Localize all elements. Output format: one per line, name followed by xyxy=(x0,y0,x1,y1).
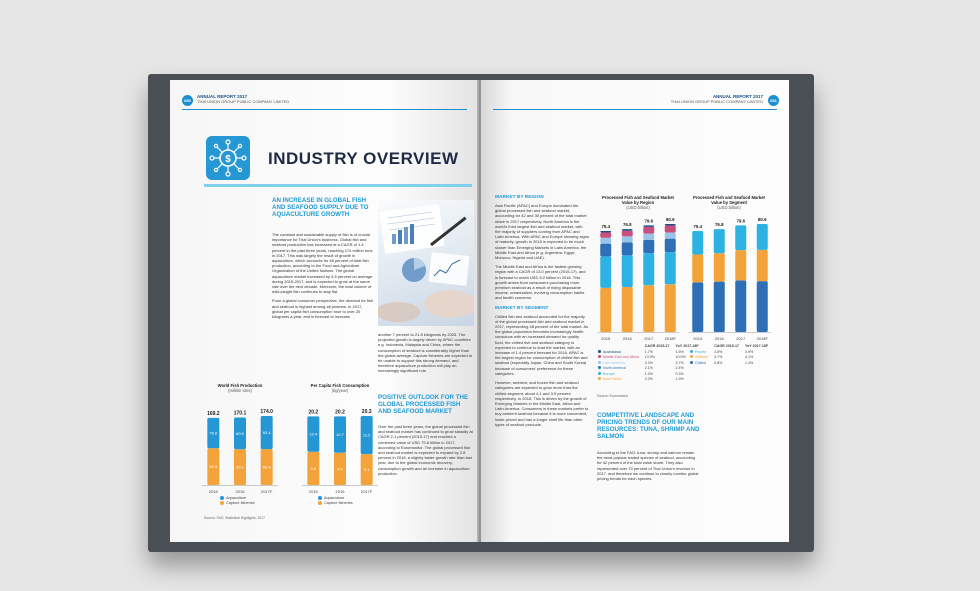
market-by-segment-chart xyxy=(687,214,773,342)
table-cell: 1.5% xyxy=(675,349,684,354)
bar-total-label: 75.4 xyxy=(601,223,611,229)
bar-segment xyxy=(643,234,654,240)
header-title: ANNUAL REPORT 2017 xyxy=(197,94,248,99)
world-fish-production-chart xyxy=(200,400,280,495)
table-cell: 1.9% xyxy=(675,377,684,381)
x-tick-label: 2015 xyxy=(601,336,611,341)
x-tick-label: 2016 xyxy=(335,489,345,494)
row-label-text: North America xyxy=(603,366,626,370)
market-by-region-chart xyxy=(595,214,681,342)
bar-value-label: 9.5 xyxy=(337,466,343,472)
legend-dot-icon xyxy=(690,361,693,364)
column-header: CAGR 2015-17 xyxy=(644,344,670,348)
bar-segment xyxy=(714,282,725,332)
header-title: ANNUAL REPORT 2017 xyxy=(712,94,763,99)
per-capita-consumption-chart xyxy=(300,400,380,495)
legend-dot-icon xyxy=(598,377,601,380)
bar-total-label: 20.3 xyxy=(361,409,372,415)
legend-dot-icon xyxy=(598,355,601,358)
bar-value-label: 9.1 xyxy=(363,467,370,473)
row-label-text: Chilled xyxy=(695,360,706,365)
legend-dot-icon xyxy=(690,350,693,353)
bar-total-label: 79.6 xyxy=(644,218,654,224)
x-tick-label: 2018F xyxy=(756,336,768,341)
table-cell: 3.7% xyxy=(714,355,723,359)
bar-segment xyxy=(714,253,725,281)
left-page xyxy=(170,80,479,542)
page-number-badge: 080 xyxy=(182,95,193,106)
table-cell: 1.4% xyxy=(744,360,754,365)
x-tick-label: 2017F xyxy=(360,489,373,494)
paragraph: The Middle East and Africa is the fastest growing region with a CAGR of 13.0 percent (2015-17), and is forecast to reach USD 5.2 billion in 2018. This growth arises from consumers purchasing more premium seafood as a result of rising disposable income, urbanization, evolving consumption habits and health concerns. xyxy=(495,264,586,301)
table-cell: 2.1% xyxy=(644,366,653,370)
title-rule xyxy=(204,184,472,187)
bar-segment xyxy=(665,239,676,253)
header-divider xyxy=(182,109,467,110)
paragraph: Chilled fish and seafood accounted for the majority of the global processed fish and seafood market in 2017, representing 48 percent of the total market. As the global population becomes increasingly health conscious with an increased demand for quality food, the chilled fish and seafood category is expected to continue to lead the market, with an increase of 1.4 percent forecast for 2018. APAC is the largest region for consumption of chilled fish and seafood (especially Japan, China and South Korea) because of consumers' preference for these categories. xyxy=(495,313,589,376)
chart-title-world-fish: World Fish Production (million tons) xyxy=(217,383,263,393)
bar-segment xyxy=(692,282,703,332)
x-tick-label: 2017F xyxy=(260,489,273,494)
bar-segment xyxy=(735,280,746,332)
table-cell: 2.2% xyxy=(644,377,653,381)
row-label-text: Latin America xyxy=(603,360,625,365)
bar-value-label: 90.1 xyxy=(236,464,244,470)
bar-total-label: 76.8 xyxy=(622,222,632,228)
bar-total-label: 20.2 xyxy=(335,409,345,416)
chart-title-by-region: Processed Fish and Seafood Market Value by Region (USD billion) xyxy=(602,195,674,210)
x-tick-label: 2017 xyxy=(644,336,654,341)
table-cell: 4.1% xyxy=(744,355,754,359)
table-cell: 1.0% xyxy=(644,371,653,376)
bar-segment xyxy=(757,281,768,332)
row-label xyxy=(687,361,711,367)
bar-segment xyxy=(643,240,654,253)
bar-segment xyxy=(735,225,746,250)
bar-value-label: 11.2 xyxy=(362,432,371,438)
source-note: Source: FAO, Statistical Highlights, 2017 xyxy=(204,516,266,520)
bar-segment xyxy=(622,242,633,255)
chart-title-by-segment: Processed Fish and Seafood Market Value by Segment (USD billion) xyxy=(693,195,765,210)
page-header xyxy=(197,94,289,104)
x-tick-label: 2017 xyxy=(736,336,746,341)
legend-dot-icon xyxy=(598,372,601,375)
chart-title-per-capita: Per Capita Fish Consumption (kg/year) xyxy=(310,383,370,393)
bar-total-label: 80.6 xyxy=(665,217,675,222)
row-label-text: Middle East and Africa xyxy=(603,355,639,359)
bar-segment xyxy=(643,285,654,332)
paragraph: The constant and sustainable supply of fish is of crucial importance for Thai Union's business. Global fish and seafood production has increased at a CAGR of 1.4 percent in the past three years, reaching 174 million tons in 2017. This was largely the result of growth in aquaculture, which accounts for 48 percent of total fish production, according to the Food and Agriculture Organization of the United Nations. The global aquaculture market increased by 4.5 percent on average during 2015-2017, and is expected to grow at the same rate over the next decade. Moreover, the total volume of wild-caught fish continues to stay flat. xyxy=(272,232,373,295)
bar-value-label: 80.0 xyxy=(236,430,244,436)
bar-total-label: 80.6 xyxy=(757,217,767,222)
bar-segment xyxy=(665,252,676,284)
table-row xyxy=(687,361,771,367)
table-cell: 2.4% xyxy=(675,366,684,370)
bar-segment xyxy=(643,225,654,226)
competitive-text: According to the FAO, tuna, shrimp and salmon remain the most popular traded species of seafood, accounting for 42 percent of the total value share. They also represented over 70 percent of Thai Union's revenue in 2017, and therefore we continue to closely monitor global pricing trends for each species. xyxy=(597,450,699,482)
row-label-text: Frozen xyxy=(695,349,707,354)
bar-value-label: 90.6 xyxy=(262,464,271,470)
row-label-text: Ambient xyxy=(695,355,709,359)
bar-total-label: 75.4 xyxy=(693,223,703,229)
column-2-text: another 7 percent to 21.8 kilograms by 2025. The projected growth is largely driven by APAC countries e.g. Indonesia, Malaysia and China, where the consumption of seafood is considerably higher than the global average. Capture fisheries are expected to be unable to support this strong demand, and therefore aquaculture production will play an increasingly significant role. xyxy=(378,332,473,374)
column-header: YoY 2017-18F xyxy=(675,344,699,348)
bar-segment xyxy=(600,238,611,244)
x-tick-label: 2016 xyxy=(622,336,632,341)
heading-positive-outlook: POSITIVE OUTLOOK FOR THE GLOBAL PROCESSED FISH AND SEAFOOD MARKET xyxy=(378,394,469,415)
bar-segment xyxy=(643,253,654,285)
bar-segment xyxy=(665,284,676,332)
bar-segment xyxy=(622,255,633,287)
industry-icon xyxy=(206,136,250,180)
bar-segment xyxy=(600,231,611,232)
bar-segment xyxy=(665,225,676,232)
right-page xyxy=(481,80,789,542)
x-tick-label: 2015 xyxy=(308,489,318,494)
bar-total-label: 20.2 xyxy=(308,409,319,416)
bar-segment xyxy=(692,231,703,255)
region-growth-table xyxy=(595,344,702,383)
bar-segment xyxy=(622,231,633,237)
legend-dot-icon xyxy=(220,501,224,505)
legend-dot-icon xyxy=(690,355,693,358)
legend-world-fish xyxy=(220,496,255,506)
header-company: THAI UNION GROUP PUBLIC COMPANY LIMITED xyxy=(670,99,763,104)
bar-segment xyxy=(622,236,633,242)
header-company: THAI UNION GROUP PUBLIC COMPANY LIMITED xyxy=(197,99,290,104)
bar-segment xyxy=(665,232,676,238)
column-1-text xyxy=(495,194,589,431)
row-label-text: Europe xyxy=(603,371,615,376)
legend-dot-icon xyxy=(598,366,601,369)
row-label-text: Asia Pacific xyxy=(603,377,622,381)
bar-total-label: 170.1 xyxy=(233,410,247,417)
bar-segment xyxy=(692,255,703,283)
bar-value-label: 10.7 xyxy=(336,432,344,438)
column-2-text-continued: Over the past three years, the global processed fish and seafood market has continued to grow steadily at CAGR 2.1 percent (2015-17) and reached a combined value of USD 79.6 billion in 2017, according to Euromonitor. The global processed fish and seafood market is expected to expand by 2.8 percent in 2018, a slightly faster growth rate than last year, due to the global economic recovery, consumption growth and an increase in aquaculture production. xyxy=(378,424,473,476)
legend-item: Capture fisheries xyxy=(220,501,255,506)
bar-value-label: 83.4 xyxy=(262,430,271,436)
legend-item: Aquaculture xyxy=(318,496,353,501)
bar-total-label: 169.2 xyxy=(207,410,220,417)
bar-segment xyxy=(600,288,611,332)
bar-segment xyxy=(714,229,725,253)
bar-segment xyxy=(622,287,633,332)
page-number-badge: 081 xyxy=(768,95,779,106)
bar-segment xyxy=(600,232,611,237)
bar-value-label: 10.4 xyxy=(309,431,318,437)
table-cell: 3.7% xyxy=(675,360,684,365)
bar-segment xyxy=(622,229,633,230)
legend-dot-icon xyxy=(318,496,322,500)
bar-segment xyxy=(643,227,654,234)
legend-item: Capture fisheries xyxy=(318,501,353,506)
business-chart-photo xyxy=(378,200,474,326)
table-cell: 13.0% xyxy=(644,355,655,359)
paragraph: From a global consumer perspective, the demand for fish and seafood is highest among all proteins. In 2017, global per capita fish consumption rose to over 20 kilograms a year, and is forecast to increase xyxy=(272,298,374,320)
table-cell: 10.0% xyxy=(675,355,686,359)
heading-fish-supply: AN INCREASE IN GLOBAL FISH AND SEAFOOD SUPPLY DUE TO AQUACULTURE GROWTH xyxy=(272,197,369,218)
dollar-network-icon xyxy=(206,136,250,180)
bar-value-label: 76.6 xyxy=(209,430,218,436)
legend-dot-icon xyxy=(598,350,601,353)
svg-text:$: $ xyxy=(225,154,231,165)
x-tick-label: 2015 xyxy=(208,489,218,494)
bar-segment xyxy=(735,250,746,280)
legend-dot-icon xyxy=(598,361,601,364)
x-tick-label: 2018F xyxy=(664,336,676,341)
bar-value-label: 92.6 xyxy=(209,464,218,470)
bar-segment xyxy=(757,224,768,250)
column-header: CAGR 2015-17 xyxy=(714,344,739,348)
legend-per-capita xyxy=(318,496,353,506)
column-header: YoY 2017-18F xyxy=(744,344,769,348)
bar-segment xyxy=(757,250,768,281)
bar-total-label: 174.0 xyxy=(260,409,273,415)
x-tick-label: 2016 xyxy=(235,489,245,494)
column-1-text xyxy=(272,232,374,323)
paragraph: Asia Pacific (APAC) and Europe dominated the global processed fish and seafood market, accounting for 42 and 30 percent of the total market share in 2017 respectively. North America is the world's third largest fish and seafood market, with the majority of suppliers coming from APAC and Latin America. With APAC and Europe showing signs of maturity, growth in 2018 is expected to be much slower than Emerging Markets in Latin America, the Middle East and Africa (e.g. Argentina, Egypt, Morocco, Nigeria and UAE). xyxy=(495,203,589,261)
table-cell: 0.3% xyxy=(675,371,684,376)
table-cell: 1.7% xyxy=(644,349,653,354)
annual-report-spread xyxy=(150,72,810,550)
heading-market-by-segment: MARKET BY SEGMENT xyxy=(495,305,549,311)
bar-value-label: 9.8 xyxy=(310,465,317,471)
source-note: Source: Euromonitor xyxy=(597,394,629,398)
table-cell: 2.0% xyxy=(644,360,653,365)
bar-segment xyxy=(665,224,676,225)
table-cell: 3.9% xyxy=(744,349,754,354)
bar-segment xyxy=(600,244,611,257)
bar-segment xyxy=(600,256,611,287)
header-divider xyxy=(493,109,777,110)
heading-competitive-landscape: COMPETITIVE LANDSCAPE AND PRICING TRENDS OF OUR MAIN RESOURCES: TUNA, SHRIMP AND SALMON xyxy=(597,412,700,440)
row-label xyxy=(595,377,642,383)
paragraph: However, ambient, and frozen fish and seafood categories are expected to grow more than the chilled segment, about 4.1 and 3.9 percent respectively, in 2018. This is driven by the growth of Emerging Markets in the Middle East, Africa and Latin America. Consumers in these markets prefer to buy ambient seafood because it is more convenient, lower-priced and has a longer shelf life than other types of seafood products. xyxy=(495,380,589,427)
legend-dot-icon xyxy=(318,501,322,505)
x-tick-label: 2016 xyxy=(714,336,724,341)
table-cell: 0.8% xyxy=(714,360,723,365)
table-cell: 2.8% xyxy=(714,349,723,354)
row-label-text: Australasia xyxy=(603,349,621,354)
page-header xyxy=(671,94,763,104)
legend-item: Aquaculture xyxy=(220,496,255,501)
x-tick-label: 2015 xyxy=(693,336,703,341)
section-title: INDUSTRY OVERVIEW xyxy=(268,149,459,168)
heading-market-by-region: MARKET BY REGION xyxy=(495,195,544,200)
legend-dot-icon xyxy=(220,496,224,500)
table-row xyxy=(595,377,702,383)
bar-total-label: 76.8 xyxy=(714,222,724,228)
bar-total-label: 79.6 xyxy=(736,218,746,224)
documents-photo-illustration xyxy=(378,200,474,326)
segment-growth-table xyxy=(687,344,771,366)
